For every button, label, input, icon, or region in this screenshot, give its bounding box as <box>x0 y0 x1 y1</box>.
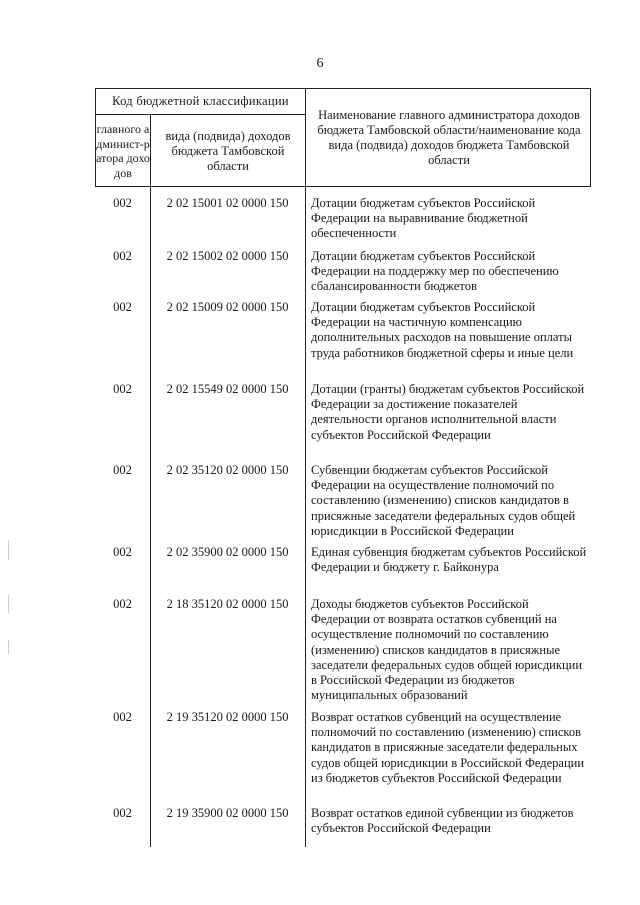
body-admin-divider <box>150 187 151 847</box>
scan-margin-mark <box>8 640 9 654</box>
income-code: 2 02 35120 02 0000 150 <box>166 463 289 477</box>
page-number: 6 <box>316 56 324 71</box>
income-code: 2 02 15002 02 0000 150 <box>166 249 289 263</box>
header-col-code: вида (подвида) доходов бюджета Тамбовской области <box>165 128 291 173</box>
income-code: 2 02 35900 02 0000 150 <box>166 545 289 559</box>
income-name: Возврат остатков единой субвенции из бюджетов субъектов Российской Федерации <box>311 806 574 836</box>
admin-code: 002 <box>113 300 132 314</box>
admin-code: 002 <box>113 710 132 724</box>
income-code: 2 02 15549 02 0000 150 <box>166 382 289 396</box>
header-bottom-border <box>95 186 591 187</box>
income-name: Доходы бюджетов субъектов Российской Федерации от возврата остатков субвенций на осуществление полномочий по составлению (изменению) списков кандидатов в присяжные заседатели федеральных судов общей юрисдикции в Российской Федерации из бюджетов муниципальных образований <box>311 597 583 703</box>
header-right-border <box>590 88 591 187</box>
admin-code: 002 <box>113 806 132 820</box>
income-code: 2 19 35900 02 0000 150 <box>166 806 289 820</box>
admin-code: 002 <box>113 249 132 263</box>
income-name: Дотации бюджетам субъектов Российской Федерации на поддержку мер по обеспечению сбалансированности бюджетов <box>311 249 559 294</box>
header-col-admin: главного админист-ратора доходов <box>96 122 150 180</box>
header-admin-divider <box>150 114 151 187</box>
body-code-divider <box>305 187 306 847</box>
income-code: 2 02 15001 02 0000 150 <box>166 196 289 210</box>
admin-code: 002 <box>113 597 132 611</box>
admin-code: 002 <box>113 545 132 559</box>
header-group-label: Код бюджетной классификации <box>112 94 289 108</box>
admin-code: 002 <box>113 463 132 477</box>
income-name: Дотации бюджетам субъектов Российской Федерации на частичную компенсацию дополнительных расходов на повышение оплаты труда работников бюджетной сферы и иные цели <box>311 300 574 360</box>
income-name: Дотации бюджетам субъектов Российской Федерации на выравнивание бюджетной обеспеченности <box>311 196 536 241</box>
income-name: Единая субвенция бюджетам субъектов Российской Федерации и бюджету г. Байконура <box>311 545 587 575</box>
admin-code: 002 <box>113 196 132 210</box>
income-name: Субвенции бюджетам субъектов Российской Федерации на осуществление полномочий по составлению (изменению) списков кандидатов в присяжные заседатели федеральных судов общей юрисдикции в Российской Федерации <box>311 463 576 538</box>
header-code-divider <box>305 88 306 187</box>
income-name: Возврат остатков субвенций на осуществление полномочий по составлению (изменению) списков кандидатов в присяжные заседатели федеральных судов общей юрисдикции в Российской Федерации из бюджетов субъектов Российской Федерации <box>311 710 585 785</box>
scan-margin-mark <box>8 540 9 560</box>
header-col-name: Наименование главного администратора доходов бюджета Тамбовской области/наименование кода вида (подвида) доходов бюджета Тамбовской области <box>317 107 581 167</box>
admin-code: 002 <box>113 382 132 396</box>
income-code: 2 02 15009 02 0000 150 <box>166 300 289 314</box>
scan-margin-mark <box>8 595 9 613</box>
header-group-divider <box>95 114 305 115</box>
income-code: 2 18 35120 02 0000 150 <box>166 597 289 611</box>
income-name: Дотации (гранты) бюджетам субъектов Российской Федерации за достижение показателей деятельности органов исполнительной власти субъектов Российской Федерации <box>311 382 585 442</box>
income-code: 2 19 35120 02 0000 150 <box>166 710 289 724</box>
